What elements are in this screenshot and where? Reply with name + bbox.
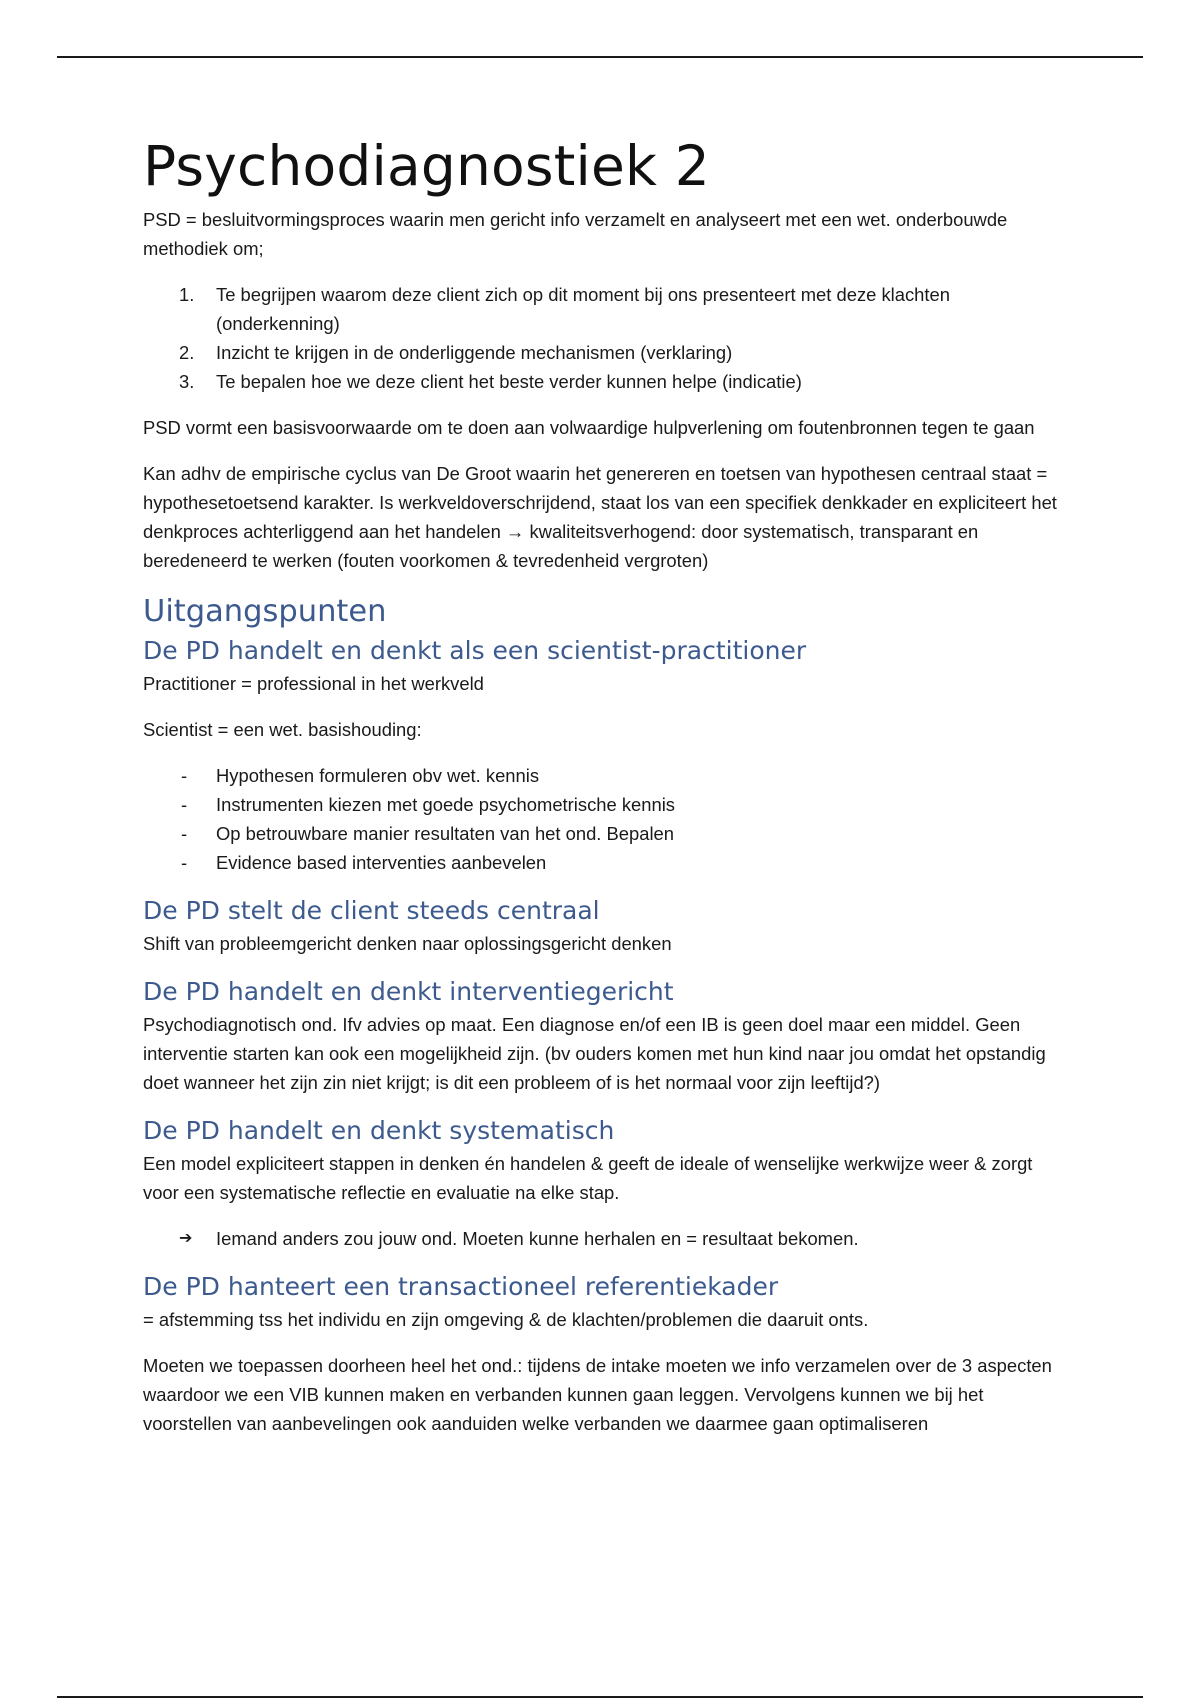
systematic-paragraph: Een model expliciteert stappen in denken én handelen & geeft de ideale of wenselijke werkwijze weer & zorgt voor een systematische reflectie en evaluatie na elke stap. xyxy=(143,1152,1033,1203)
list-item-text: Inzicht te krijgen in de onderliggende mechanismen (verklaring) xyxy=(216,341,733,363)
transactional-definition: = afstemming tss het individu en zijn omgeving & de klachten/problemen die daaruit onts. xyxy=(143,1308,869,1330)
list-item xyxy=(143,819,1058,848)
list-item-text: Te begrijpen waarom deze client zich op dit moment bij ons presenteert met deze klachten (onderkenning) xyxy=(216,283,950,334)
list-item xyxy=(143,280,1058,338)
section-heading-uitgangspunten: Uitgangspunten xyxy=(143,593,387,629)
practitioner-definition: Practitioner = professional in het werkveld xyxy=(143,672,484,694)
list-item xyxy=(143,1224,1058,1253)
list-item xyxy=(143,790,1058,819)
list-item xyxy=(143,367,1058,396)
subsection-heading-client-central: De PD stelt de client steeds centraal xyxy=(143,895,600,925)
subsection-heading-systematic: De PD handelt en denkt systematisch xyxy=(143,1115,615,1145)
dash-bullet: - xyxy=(181,764,188,786)
arrow-right-icon: ➔ xyxy=(179,1229,193,1247)
scientist-definition: Scientist = een wet. basishouding: xyxy=(143,718,422,740)
list-item-text: Op betrouwbare manier resultaten van het ond. Bepalen xyxy=(216,822,675,844)
dash-bullet: - xyxy=(181,822,188,844)
subsection-heading-scientist-practitioner: De PD handelt en denkt als een scientist-practitioner xyxy=(143,635,807,665)
subsection-heading-transactional: De PD hanteert een transactioneel referentiekader xyxy=(143,1271,779,1301)
list-item-text: Te bepalen hoe we deze client het beste verder kunnen helpe (indicatie) xyxy=(216,370,802,392)
client-central-paragraph: Shift van probleemgericht denken naar oplossingsgericht denken xyxy=(143,932,672,954)
list-item-text: Instrumenten kiezen met goede psychometrische kennis xyxy=(216,793,675,815)
psd-goals-list xyxy=(143,280,1058,396)
page-bottom-rule xyxy=(57,1696,1143,1698)
psd-definition: PSD = besluitvormingsproces waarin men gericht info verzamelt en analyseert met een wet. onderbouwde methodiek om; xyxy=(143,208,1008,259)
list-number: 2. xyxy=(179,341,195,363)
systematic-arrow-list xyxy=(143,1224,1058,1253)
psd-basis-paragraph: PSD vormt een basisvoorwaarde om te doen aan volwaardige hulpverlening om foutenbronnen tegen te gaan xyxy=(143,416,1035,438)
dash-bullet: - xyxy=(181,851,188,873)
empirical-cycle-paragraph: Kan adhv de empirische cyclus van De Groot waarin het genereren en toetsen van hypothesen centraal staat = hypothesetoetsend karakter. Is werkveldoverschrijdend, staat los van een specifiek denkkader en expliciteert het denkproces achterliggend aan het handelen → kwaliteitsverhogend: door systematisch, transparant en beredeneerd te werken (fouten voorkomen & tevredenheid vergroten) xyxy=(143,462,1057,571)
intervention-paragraph: Psychodiagnotisch ond. Ifv advies op maat. Een diagnose en/of een IB is geen doel maar een middel. Geen interventie starten kan ook een mogelijkheid zijn. (bv ouders komen met hun kind naar jou omdat het opstandig doet wanneer het zijn zin niet krijgt; is dit een probleem of is het normaal voor zijn leeftijd?) xyxy=(143,1013,1046,1093)
list-item-text: Evidence based interventies aanbevelen xyxy=(216,851,547,873)
dash-bullet: - xyxy=(181,793,188,815)
list-item xyxy=(143,338,1058,367)
scientist-items-list xyxy=(143,761,1058,877)
page-top-rule xyxy=(57,56,1143,58)
list-item xyxy=(143,761,1058,790)
list-item-text: Hypothesen formuleren obv wet. kennis xyxy=(216,764,540,786)
transactional-application: Moeten we toepassen doorheen heel het ond.: tijdens de intake moeten we info verzamelen over de 3 aspecten waardoor we een VIB kunnen maken en verbanden kunnen gaan leggen. Vervolgens kunnen we bij het voorstellen van aanbevelingen ook aanduiden welke verbanden we daarmee gaan optimaliseren xyxy=(143,1354,1052,1434)
document-title: Psychodiagnostiek 2 xyxy=(143,134,710,198)
list-number: 1. xyxy=(179,283,195,305)
list-item xyxy=(143,848,1058,877)
document-body xyxy=(143,134,1058,1455)
list-item-text: Iemand anders zou jouw ond. Moeten kunne herhalen en = resultaat bekomen. xyxy=(216,1227,859,1249)
subsection-heading-intervention: De PD handelt en denkt interventiegericht xyxy=(143,976,674,1006)
list-number: 3. xyxy=(179,370,195,392)
